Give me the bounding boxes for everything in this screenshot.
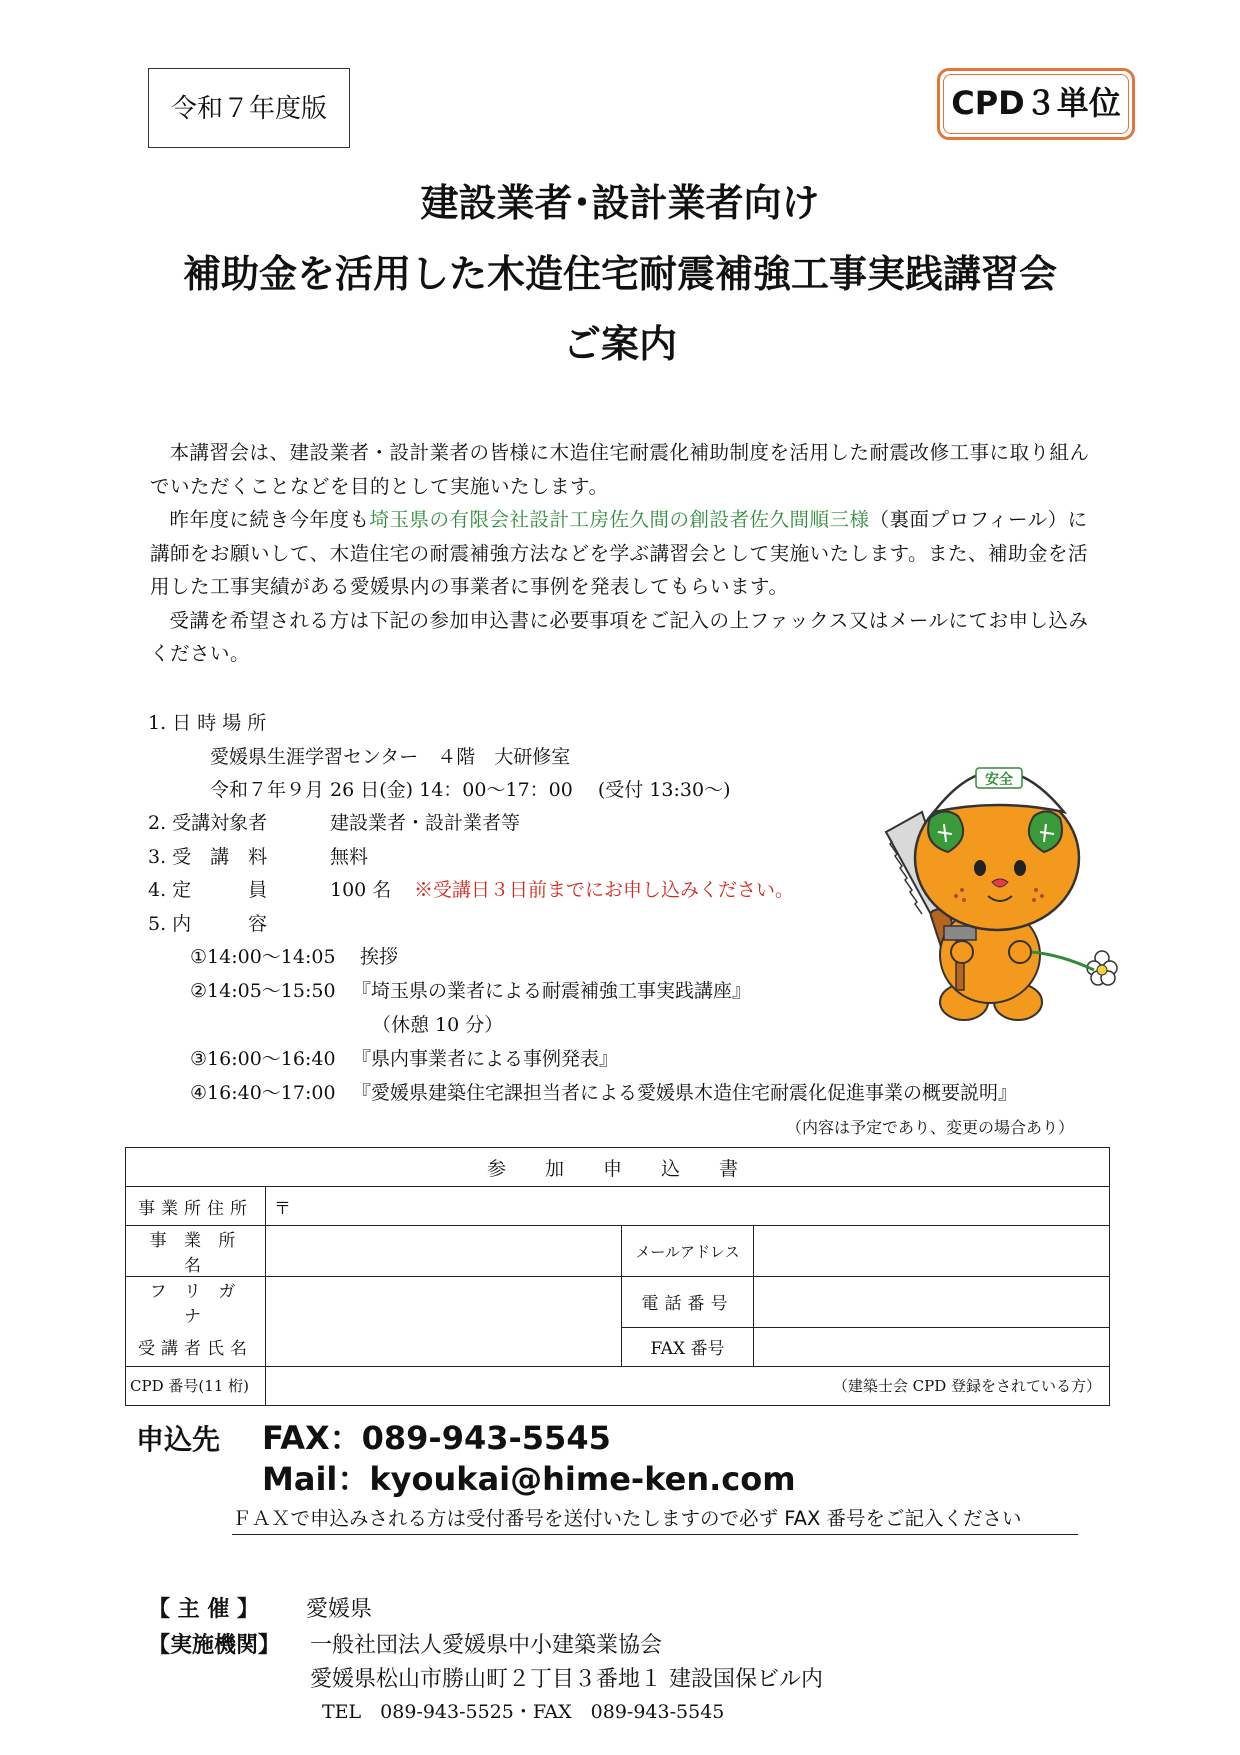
office-name-label: 事 業 所 名: [126, 1226, 266, 1277]
edition-label: 令和７年度版: [148, 68, 350, 148]
schedule-note: （内容は予定であり、変更の場合あり）: [786, 1118, 1075, 1137]
cpd-badge-text: CPD３単位: [943, 74, 1129, 134]
furigana-label: フ リ ガ ナ: [126, 1277, 266, 1328]
address-label: 事業所住所: [126, 1187, 266, 1226]
organizer-value: 一般社団法人愛媛県中小建築業協会: [310, 1633, 663, 1658]
attendee-name-label: 受講者氏名: [126, 1327, 266, 1366]
phone-field[interactable]: [754, 1277, 1110, 1328]
schedule-time-4: ④16:40～17:00: [190, 1082, 336, 1104]
cpd-number-field[interactable]: [266, 1366, 1110, 1405]
host-value: 愛媛県: [306, 1597, 373, 1622]
host-label: 【 主 催 】: [148, 1597, 259, 1622]
intro-paragraph-3: 受講を希望される方は下記の参加申込書に必要事項をご記入の上ファックス又はメールにてお申し込みください。: [150, 608, 1089, 665]
item-4-label: 4. 定 員: [148, 879, 268, 901]
organizer-label: 【実施機関】: [148, 1633, 281, 1658]
schedule-time-3: ③16:00～16:40: [190, 1048, 336, 1070]
address-field[interactable]: [266, 1187, 1110, 1226]
email-field[interactable]: [754, 1226, 1110, 1277]
intro-text: [150, 436, 1090, 671]
postal-mark: 〒: [274, 1198, 291, 1219]
organizer-tel-fax: TEL 089-943-5525・FAX 089-943-5545: [322, 1701, 725, 1723]
schedule-desc-4: 『愛媛県建築住宅課担当者による愛媛県木造住宅耐震化促進事業の概要説明』: [352, 1082, 1018, 1104]
schedule-desc-1: 挨拶: [360, 946, 399, 968]
intro-paragraph-1: 本講習会は、建設業者・設計業者の皆様に木造住宅耐震化補助制度を活用した耐震改修工事に取り組んでいただくことなどを目的として実施いたします。: [150, 441, 1090, 498]
mail-contact: [262, 1457, 796, 1501]
intro-p2-start: 昨年度に続き今年度も: [169, 508, 370, 531]
application-form: [125, 1147, 1110, 1406]
attendee-name-field[interactable]: [266, 1277, 622, 1367]
schedule-desc-2: 『埼玉県の業者による耐震補強工事実践講座』: [352, 980, 752, 1002]
fax-contact: [262, 1416, 611, 1460]
venue: 愛媛県生涯学習センター ４階 大研修室: [210, 746, 571, 768]
contact-label: 申込先: [136, 1423, 221, 1456]
lecturer-name: 埼玉県の有限会社設計工房佐久間の創設者佐久間順三様: [369, 508, 870, 531]
helmet-safety-text: 安全: [985, 772, 1013, 788]
flower-icon: [1032, 951, 1117, 985]
item-4-value: 100 名: [330, 879, 392, 901]
title-line-1: 建設業者･設計業者向け: [420, 181, 820, 225]
fax-field[interactable]: [754, 1327, 1110, 1366]
item-2-label: 2. 受講対象者: [148, 812, 268, 834]
mascot-illustration: [872, 740, 1122, 1025]
mail-contact-key: Mail: [262, 1460, 338, 1498]
item-1-label: 1. 日 時 場 所: [148, 712, 267, 734]
schedule-time-1: ①14:00～14:05: [190, 946, 336, 968]
item-5-label: 5. 内 容: [148, 913, 268, 935]
intro-paragraph-2: [150, 503, 1090, 604]
deadline-note: ※受講日３日前までにお申し込みください。: [414, 879, 795, 901]
schedule-desc-3: 『県内事業者による事例発表』: [352, 1048, 619, 1070]
item-3-value: 無料: [330, 846, 369, 868]
fax-number[interactable]: ：089-943-5545: [329, 1419, 611, 1457]
fax-label: FAX 番号: [622, 1327, 754, 1366]
fax-notice: ＦＡＸで申込みされる方は受付番号を送付いたしますので必ず FAX 番号をご記入ください: [232, 1504, 1078, 1535]
fax-contact-key: FAX: [262, 1419, 330, 1457]
schedule-time-2: ②14:05～15:50: [190, 980, 336, 1002]
cpd-badge: [937, 68, 1135, 140]
schedule-break: （休憩 10 分）: [372, 1014, 504, 1036]
title-line-3: ご案内: [562, 322, 677, 366]
office-name-field[interactable]: [266, 1226, 622, 1277]
mascot-svg: [872, 740, 1122, 1025]
organizer-address: 愛媛県松山市勝山町２丁目３番地１ 建設国保ビル内: [310, 1667, 823, 1692]
email-label: メールアドレス: [622, 1226, 754, 1277]
cpd-note: （建築士会 CPD 登録をされている方）: [832, 1377, 1102, 1395]
item-2-value: 建設業者・設計業者等: [330, 812, 521, 834]
title-line-2: 補助金を活用した木造住宅耐震補強工事実践講習会: [182, 252, 1057, 296]
intro-p2-end: （裏面プロフィール）に講師をお願いして、木造住宅の耐震補強方法などを学ぶ講習会として実施いたします。また、補助金を活用した工事実績がある愛媛県内の事業者に事例を発表してもらいます。: [150, 508, 1089, 598]
cpd-number-label: CPD 番号(11 桁): [126, 1366, 266, 1405]
phone-label: 電話番号: [622, 1277, 754, 1328]
datetime: 令和７年９月 26 日(金) 14：00～17：00 (受付 13:30～): [210, 779, 731, 801]
form-title: 参 加 申 込 書: [126, 1148, 1110, 1187]
item-3-label: 3. 受 講 料: [148, 846, 268, 868]
email-address[interactable]: ：kyoukai@hime-ken.com: [337, 1460, 796, 1498]
